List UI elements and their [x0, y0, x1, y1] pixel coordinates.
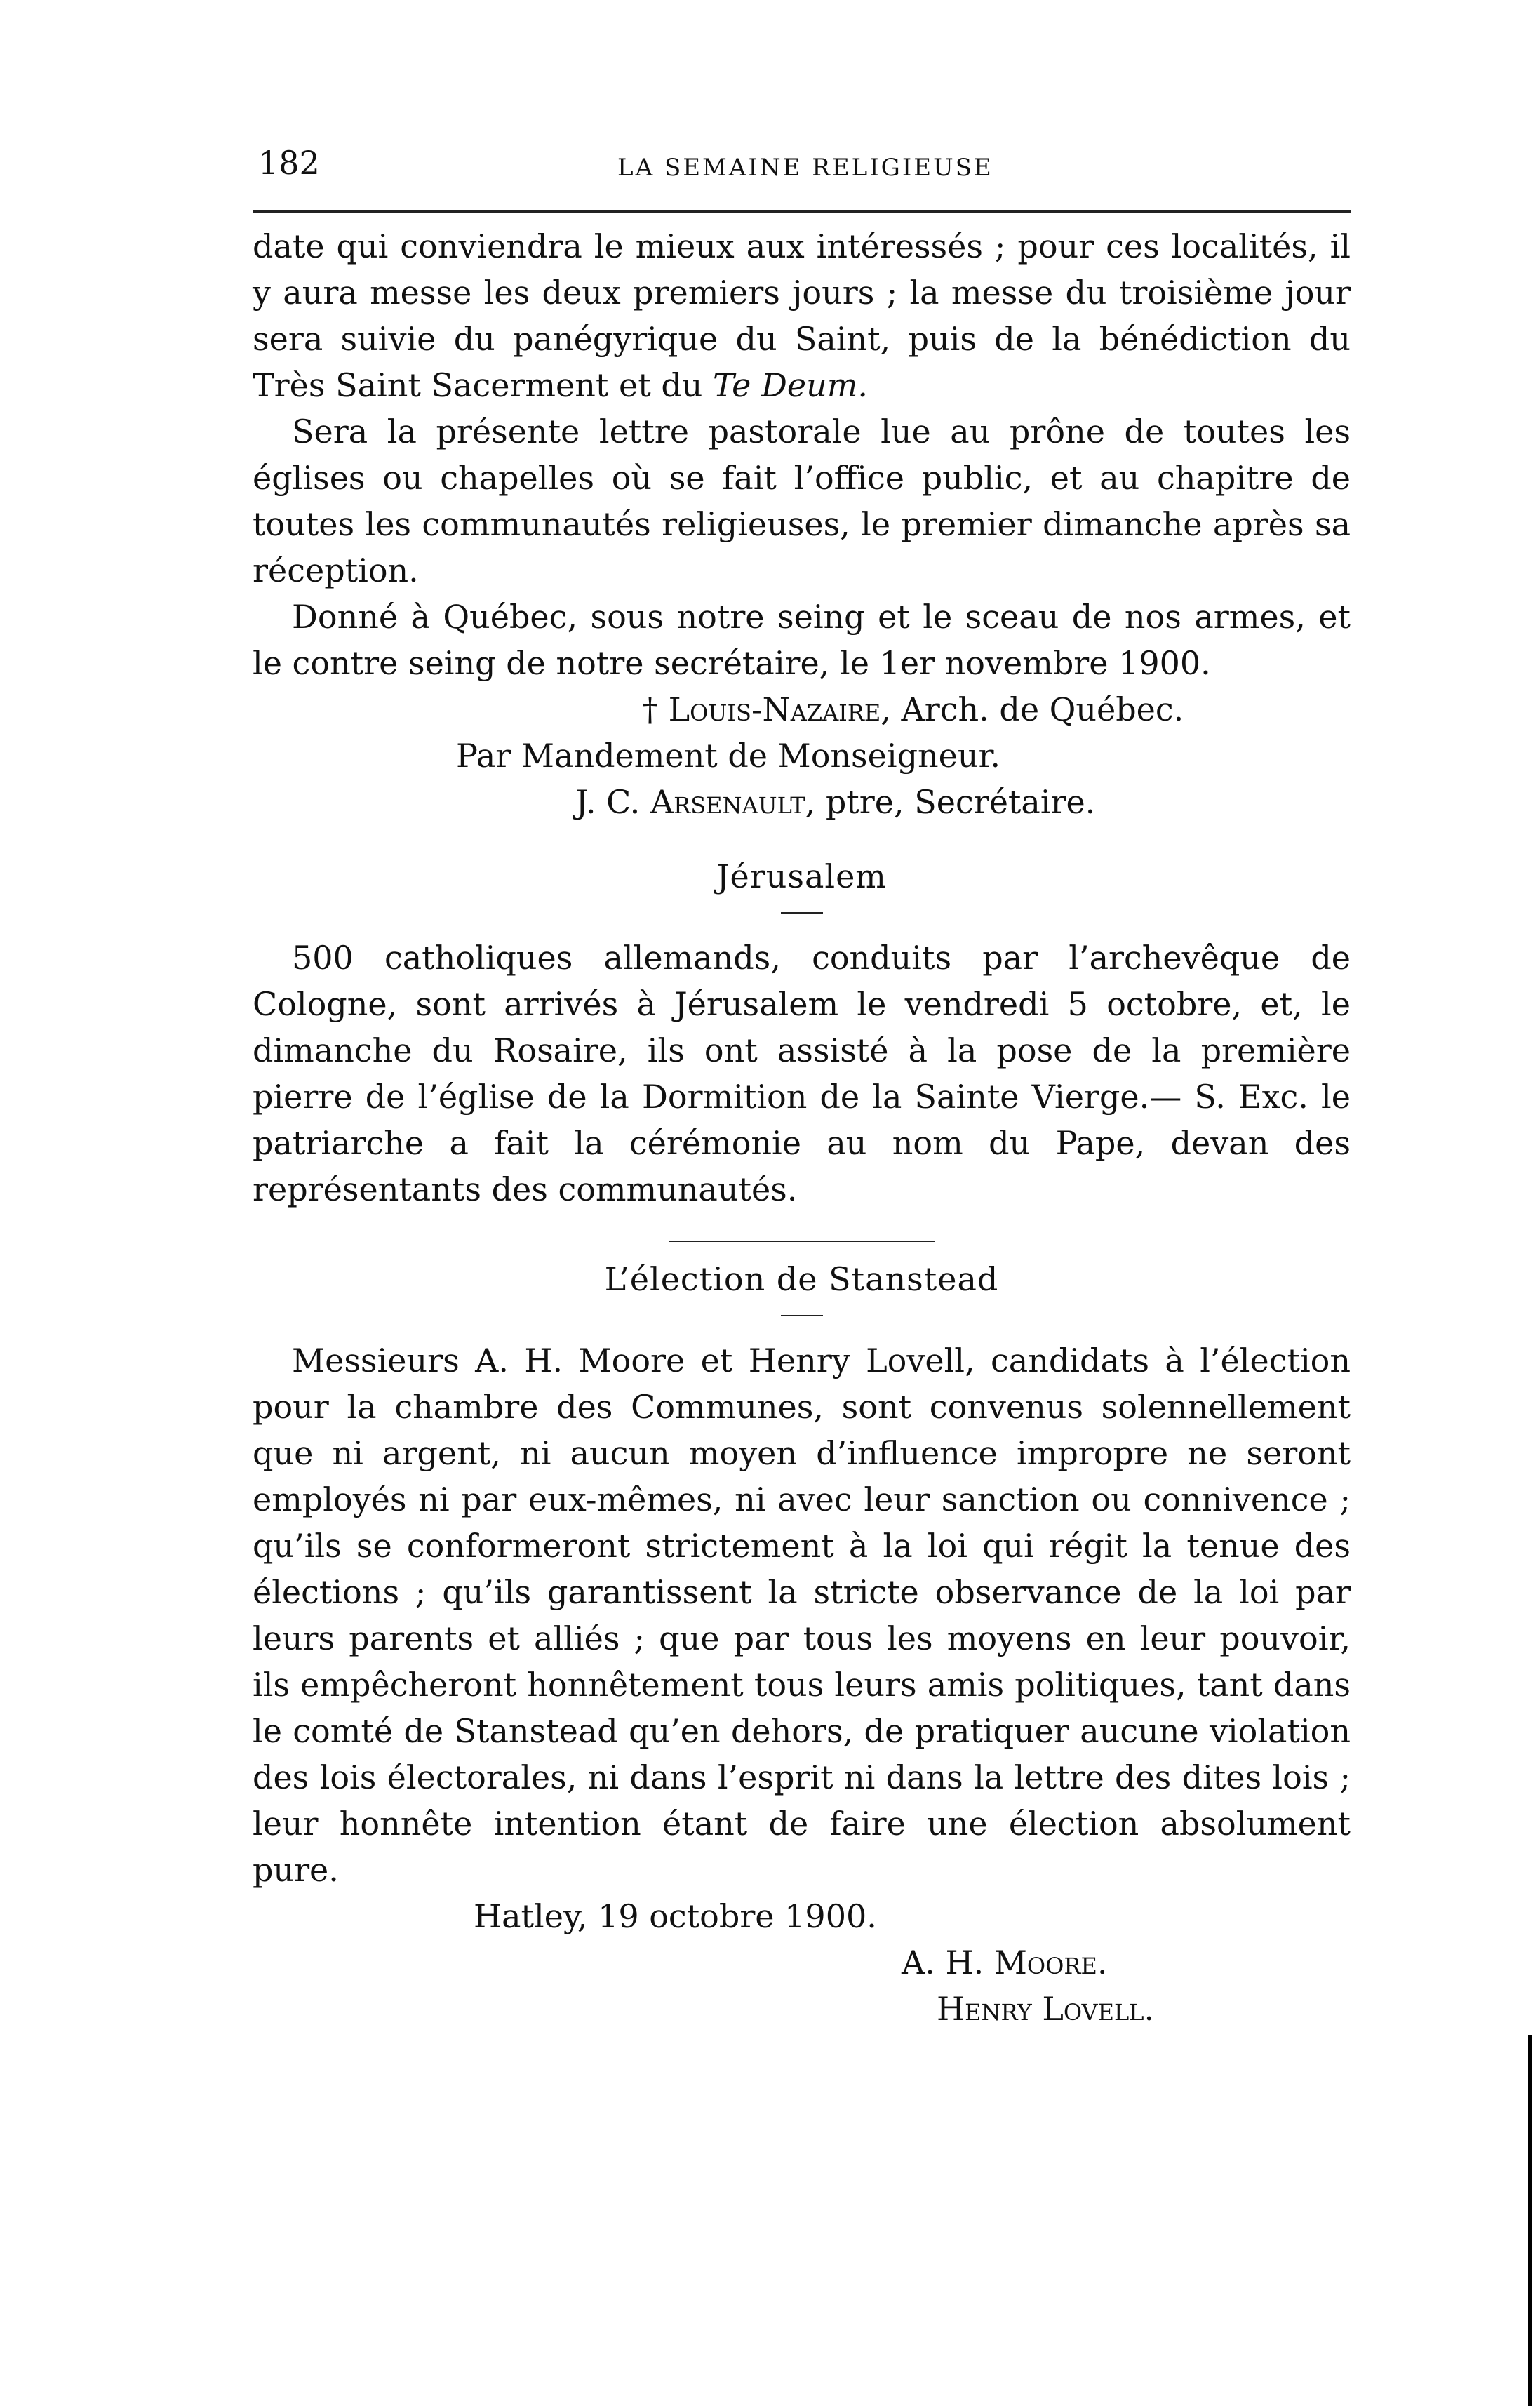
running-head: LA SEMAINE RELIGIEUSE: [617, 154, 993, 182]
letter-paragraph-3: Donné à Québec, sous notre seing et le sceau de nos armes, et le contre seing de notre secrétaire, le 1er novembre 1900.: [253, 598, 1351, 682]
letter-paragraph-1: [253, 223, 1351, 408]
page-body: [253, 223, 1351, 2032]
stanstead-dateline: Hatley, 19 octobre 1900.: [474, 1897, 877, 1935]
archbishop-title: , Arch. de Québec.: [881, 690, 1184, 728]
secretary-name: Arsenault: [650, 783, 805, 821]
stanstead-paragraph: Messieurs A. H. Moore et Henry Lovell, candidats à l’élection pour la chambre des Communes, sont convenus solennellement que ni argent, ni aucun moyen d’influence impropre ne seront employés ni par eux-mêmes, ni avec leur sanction ou connivence ; qu’ils se conformeront strictement à la loi qui régit la tenue des élections ; qu’ils garantissent la stricte observance de la loi par leurs parents et alliés ; que par tous les moyens en leur pouvoir, ils empêcheront honnêtement tous leurs amis politiques, tant dans le comté de Stanstead qu’en dehors, de pratiquer aucune violation des lois électorales, ni dans l’esprit ni dans la lettre des dites lois ; leur honnête intention étant de faire une élection absolument pure.: [253, 1342, 1351, 1889]
book-page: [253, 0, 1351, 2406]
mandate-line: Par Mandement de Monseigneur.: [456, 737, 1001, 775]
te-deum-italic: Te Deum.: [713, 366, 868, 404]
secretary-signature: [253, 779, 1351, 825]
scan-edge-bar: [1528, 2035, 1532, 2406]
secretary-title: , ptre, Secrétaire.: [805, 783, 1096, 821]
secretary-initials: J. C.: [575, 783, 641, 821]
jerusalem-paragraph: 500 catholiques allemands, conduits par l’archevêque de Cologne, sont arrivés à Jérusalem le vendredi 5 octobre, et, le dimanche du Rosaire, ils ont assisté à la pose de la première pierre de l’église de la Dormition de la Sainte Vierge.— S. Exc. le patriarche a fait la cérémonie au nom du Pape, devan des représentants des communautés.: [253, 939, 1351, 1208]
stanstead-short-rule: [781, 1315, 823, 1316]
stanstead-heading: L’élection de Stanstead: [604, 1260, 999, 1298]
section-divider: [669, 1241, 935, 1242]
letter-paragraph-2: Sera la présente lettre pastorale lue au prône de toutes les églises ou chapelles où se fait l’office public, et au chapitre de toutes les communautés religieuses, le premier dimanche après sa réception.: [253, 413, 1351, 589]
jerusalem-short-rule: [781, 912, 823, 914]
letter-paragraph-1-text: date qui conviendra le mieux aux intéressés ; pour ces localités, il y aura messe les deux premiers jours ; la messe du troisième jour sera suivie du panégyrique du Saint, puis de la bénédiction du Très Saint Sacerment et du: [253, 227, 1351, 404]
cross-symbol: †: [642, 690, 658, 728]
signer-moore: A. H. Moore.: [902, 1944, 1108, 1981]
jerusalem-heading: Jérusalem: [716, 857, 887, 895]
page-number: 182: [258, 144, 320, 182]
archbishop-signature: [253, 686, 1351, 733]
signer-lovell: Henry Lovell.: [937, 1990, 1155, 2028]
page-header: [253, 144, 1351, 193]
header-rule: [253, 210, 1351, 213]
archbishop-name: Louis-Nazaire: [668, 690, 881, 728]
